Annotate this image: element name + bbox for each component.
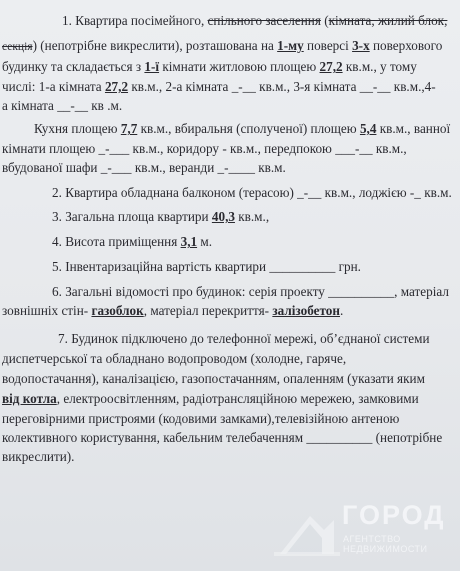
- p2-line-3: вбудованої шафи _-___ кв.м., веранди _-____ кв.м.: [2, 160, 286, 175]
- watermark-title: ГОРОД: [342, 500, 446, 530]
- p2-line-1: Кухня площею 7,7 кв.м., вбиральня (сполученої) площею 5,4 кв.м., ванної: [34, 121, 451, 136]
- item-5-value: 5. Інвентаризаційна вартість квартири __________ грн.: [52, 259, 361, 274]
- item-7-line-5: переговірними пристроями (кодовими замками),телевізійною антеною: [2, 411, 400, 426]
- p1-line-2: секція) (непотрібне викреслити), розташована на 1-му поверсі 3-х поверхового: [2, 38, 443, 53]
- item-2-balcony: 2. Квартира обладнана балконом (терасою) _-__ кв.м., лоджією -_ кв.м.: [52, 185, 452, 200]
- item-6-line-1: 6. Загальні відомості про будинок: серія проекту __________, матеріал: [52, 284, 449, 299]
- item-7-line-1: 7. Будинок підключено до телефонної мережі, об’єднаної системи: [58, 331, 430, 346]
- item-4-height: 4. Висота приміщення 3,1 м.: [52, 234, 213, 249]
- item-7-line-6: колективного користування, кабельним телебаченням __________ (непотрібне: [2, 430, 443, 445]
- item-6-line-2: зовнішніх стін- газоблок, матеріал перекриття- залізобетон.: [2, 303, 344, 318]
- p1-line-1: 1. Квартира посімейного, спільного заселення (кімната, жилий блок,: [62, 13, 448, 28]
- p1-line-4: числі: 1-а кімната 27,2 кв.м., 2-а кімната _-__ кв.м., 3-я кімната __-__ кв.м.,4-: [2, 79, 436, 94]
- item-7-line-3: водопостачання), каналізацією, газопостачанням, опаленням (указати яким: [2, 371, 425, 386]
- p2-line-2: кімнати площею _-___ кв.м., коридору - кв.м., передпокою ___-__ кв.м.,: [2, 141, 407, 156]
- item-7-line-2: диспетчерської та обладнано водопроводом (холодне, гаряче,: [2, 351, 347, 366]
- item-3-total-area: 3. Загальна площа квартири 40,3 кв.м.,: [52, 209, 270, 224]
- item-7-line-4: від котла, електроосвітленням, радіотрансляційною мережею, замковими: [2, 391, 419, 406]
- p1-line-3: будинку та складається з 1-ї кімнати житловою площею 27,2 кв.м., у тому: [2, 59, 417, 74]
- item-7-line-7: викреслити).: [2, 449, 75, 464]
- p1-line-5: а кімната __-__ кв .м.: [2, 98, 123, 113]
- watermark-subtitle: АГЕНТСТВО НЕДВИЖИМОСТИ: [343, 534, 428, 554]
